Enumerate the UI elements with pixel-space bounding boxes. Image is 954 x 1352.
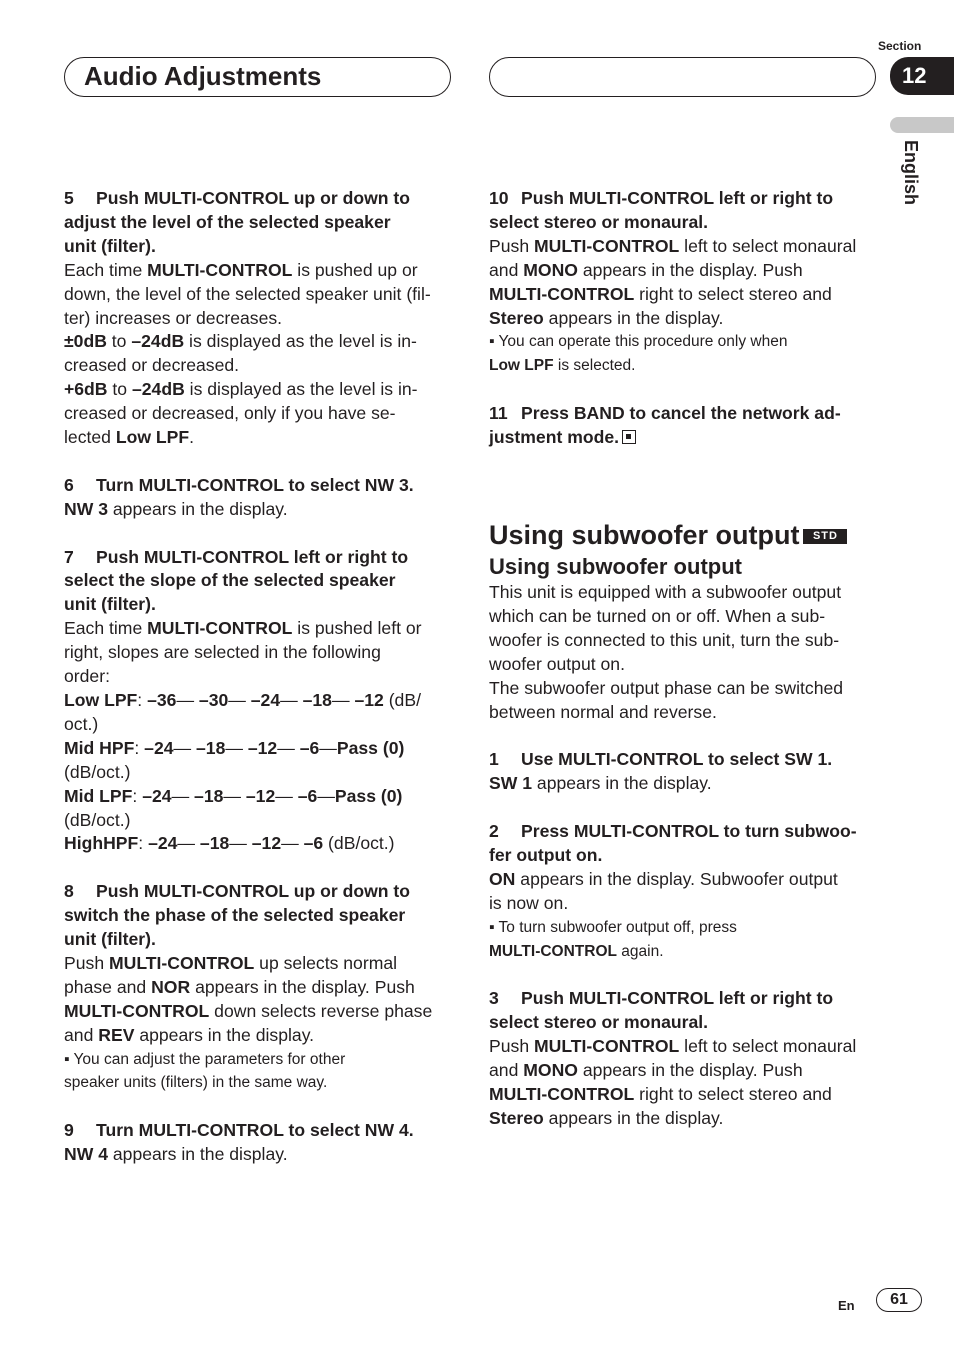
step-5-range-1: ±0dB to –24dB is displayed as the level is in- creased or decreased. [64,331,417,376]
step-7-body: Each time MULTI-CONTROL is pushed left or right, slopes are selected in the following order: [64,618,422,687]
std-badge-icon: STD [803,529,847,544]
slope-low-lpf: Low LPF: –36— –30— –24— –18— –12 (dB/ oct.) [64,690,421,734]
sw-step-2-note: ▪ To turn subwoofer output off, press MULTI-CONTROL again. [489,918,737,960]
sw-step-1-body: SW 1 appears in the display. [489,773,712,794]
slope-mid-hpf: Mid HPF: –24— –18— –12— –6—Pass (0) (dB/oct.) [64,737,405,782]
section-label: Section [878,39,922,53]
header-right-frame [489,57,876,97]
step-5-body: Each time MULTI-CONTROL is pushed up or down, the level of the selected speaker unit (fil- ter) increases or decreases. [64,259,431,328]
language-tab-label: English [901,140,921,206]
sw-step-3-body: Push MULTI-CONTROL left to select monaural and MONO appears in the display. Push MULTI-CONTROL right to select stereo and Stereo appears in the display. [489,1036,857,1128]
step-9-body: NW 4 appears in the display. [64,1144,288,1165]
step-8-title: 8 Push MULTI-CONTROL up or down to switch the phase of the selected speaker unit (filter). [64,881,411,950]
footer-language: En [838,1298,855,1313]
step-8-body: Push MULTI-CONTROL up selects normal phase and NOR appears in the display. Push MULTI-CONTROL down selects reverse phase and REV appears in the display. [64,952,433,1045]
step-9-title: 9 Turn MULTI-CONTROL to select NW 4. [64,1120,414,1141]
section-heading: Using subwoofer output STD [489,517,881,553]
page-number: 61 [876,1288,922,1312]
sw-step-2-body: ON appears in the display. Subwoofer output is now on. [489,868,838,913]
end-mark-icon [622,430,636,444]
sw-step-1-title: 1 Use MULTI-CONTROL to select SW 1. [489,749,833,770]
section-number: 12 [890,57,954,95]
step-10-title: 10 Push MULTI-CONTROL left or right to select stereo or monaural. [489,188,834,232]
step-7-title: 7 Push MULTI-CONTROL left or right to select the slope of the selected speaker unit (filter). [64,546,409,615]
sub-heading: Using subwoofer output [489,554,742,579]
intro-paragraph-1: This unit is equipped with a subwoofer output which can be turned on or off. When a sub- woofer is connected to this unit, turn the sub- woofer output on. [489,582,842,674]
step-6-body: NW 3 appears in the display. [64,498,288,519]
sw-step-3-title: 3 Push MULTI-CONTROL left or right to select stereo or monaural. [489,988,834,1033]
right-column [489,187,881,450]
step-10-note: ▪ You can operate this procedure only when Low LPF is selected. [489,333,788,375]
slope-high-hpf: HighHPF: –24— –18— –12— –6 (dB/oct.) [64,833,395,854]
language-tab-marker [890,117,954,133]
slope-mid-lpf: Mid LPF: –24— –18— –12— –6—Pass (0) (dB/oct.) [64,785,403,830]
subwoofer-section [489,517,881,1131]
left-column [64,187,454,1167]
step-10-body: Push MULTI-CONTROL left to select monaural and MONO appears in the display. Push MULTI-CONTROL right to select stereo and Stereo appears in the display. [489,235,857,328]
step-6-title: 6 Turn MULTI-CONTROL to select NW 3. [64,474,414,495]
intro-paragraph-2: The subwoofer output phase can be switched between normal and reverse. [489,677,844,722]
step-5-range-2: +6dB to –24dB is displayed as the level is in- creased or decreased, only if you have se- lected Low LPF. [64,379,418,448]
step-5-title: 5 Push MULTI-CONTROL up or down to adjust the level of the selected speaker unit (filter). [64,188,411,256]
page-title: Audio Adjustments [84,61,322,91]
step-8-note: ▪ You can adjust the parameters for other speaker units (filters) in the same way. [64,1050,346,1092]
sw-step-2-title: 2 Press MULTI-CONTROL to turn subwoo- fer output on. [489,821,857,865]
step-11-title: 11 Press BAND to cancel the network ad- justment mode. [489,403,841,448]
